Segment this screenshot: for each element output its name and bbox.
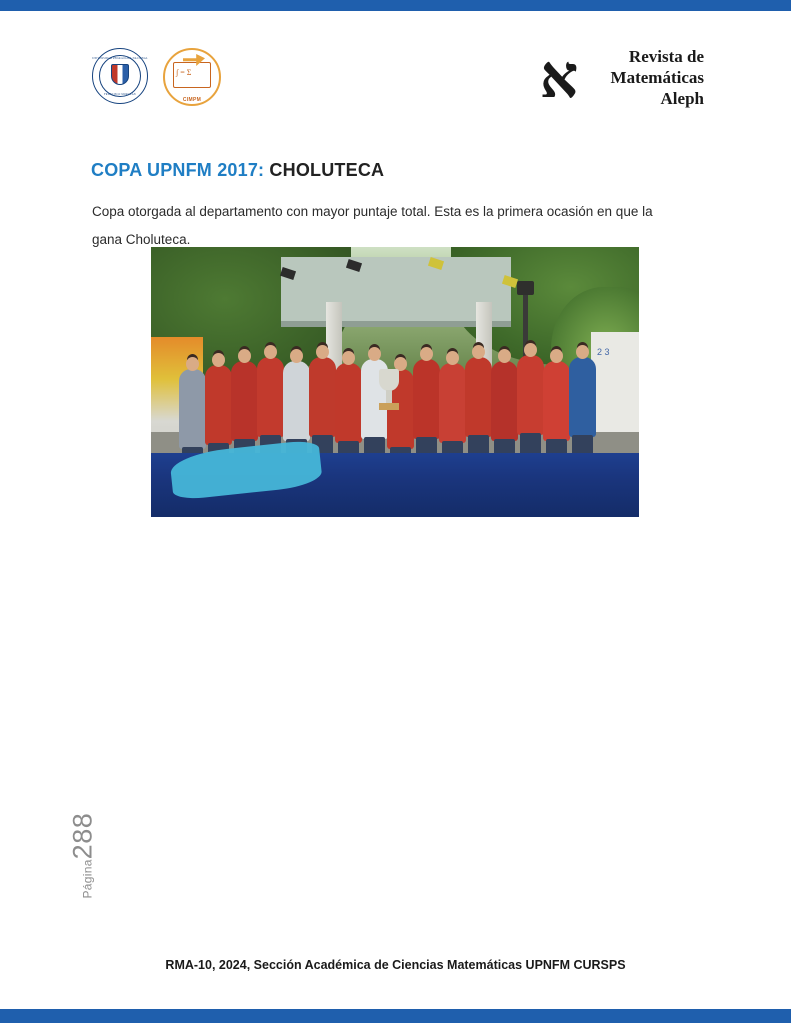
person-head (498, 349, 511, 363)
person (439, 363, 466, 443)
journal-logo-words (594, 46, 704, 109)
copa-photo (151, 247, 639, 517)
person-head (238, 349, 251, 363)
person-head (212, 353, 225, 367)
person-head (576, 345, 589, 359)
body-paragraph: Copa otorgada al departamento con mayor puntaje total. Esta es la primera ocasión en que la gana Choluteca. (92, 203, 653, 247)
page-number (68, 769, 99, 899)
trophy-stem (386, 390, 392, 404)
person (205, 365, 232, 445)
page-title-rest: CHOLUTECA (264, 160, 385, 181)
bottom-blue-rule (0, 1009, 791, 1023)
top-blue-rule (0, 0, 791, 11)
page-title-highlight: COPA UPNFM 2017: (91, 160, 265, 181)
page-title (91, 160, 691, 181)
person-head (342, 351, 355, 365)
person (491, 361, 518, 441)
page-footer: RMA-10, 2024, Sección Académica de Ciencias Matemáticas UPNFM CURSPS (165, 958, 626, 972)
journal-logo-line1: Revista de (628, 47, 704, 66)
person (413, 359, 440, 439)
seal-bottom-text: FRANCISCO MORAZÁN (104, 93, 136, 96)
person-head (264, 345, 277, 359)
shield-icon (111, 64, 129, 85)
page-number-label: Página (80, 859, 95, 899)
person-head (550, 349, 563, 363)
person-head (186, 357, 199, 371)
person (309, 357, 336, 437)
photo-wall-marks: 2 3 (597, 347, 610, 357)
person-head (472, 345, 485, 359)
person (517, 355, 544, 435)
upnfm-seal-logo (92, 48, 148, 104)
trophy-cup (379, 369, 399, 391)
person (257, 357, 284, 437)
trophy-base (379, 403, 399, 410)
person (335, 363, 362, 443)
cimpm-caption: CIMPM (182, 97, 202, 103)
cimpm-logo (163, 48, 221, 106)
aleph-icon: א (539, 42, 579, 112)
person-head (524, 343, 537, 357)
person (465, 357, 492, 437)
journal-logo-line2: Matemáticas (610, 68, 704, 87)
cimpm-formula: ∫ = Σ (176, 68, 192, 77)
seal-top-text: UNIVERSIDAD PEDAGÓGICA NACIONAL (92, 57, 148, 60)
journal-logo-line3: Aleph (660, 89, 704, 108)
page-number-value: 288 (67, 812, 98, 860)
person-head (420, 347, 433, 361)
person-head (316, 345, 329, 359)
person-head (290, 349, 303, 363)
person (283, 361, 310, 441)
person-head (368, 347, 381, 361)
journal-logo (528, 42, 703, 114)
person (231, 361, 258, 441)
person-head (446, 351, 459, 365)
page-header (0, 20, 791, 115)
photo-lamp-head (517, 281, 534, 295)
person (543, 361, 570, 441)
person (569, 357, 596, 437)
person (179, 369, 206, 449)
